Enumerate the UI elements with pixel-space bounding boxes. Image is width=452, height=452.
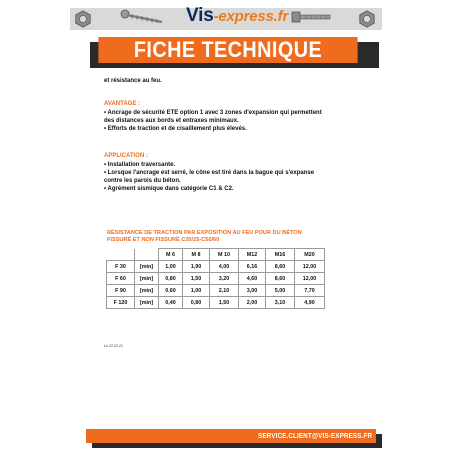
table-row [107,261,325,273]
avantage-line: • Efforts de traction et de cisaillement plus élevés. [104,126,247,132]
table-row [107,273,325,285]
table-row [107,297,325,309]
table-cell: 1,00 [183,285,210,297]
application-line: • Installation traversante. [104,162,176,168]
intro-line: et résistance au feu. [104,78,162,84]
hex-nut-icon [74,10,92,28]
table-cell: 6,16 [239,261,266,273]
footnote-date: Le 22.02.21 [104,344,123,348]
page-title: FICHE TECHNIQUE [98,37,357,63]
table-title [107,230,367,244]
row-label: F 30 [107,261,135,273]
table-cell: 1,90 [183,261,210,273]
table-cell: 2,00 [239,297,266,309]
table-cell: 0,80 [183,297,210,309]
footer-email-link[interactable]: SERVICE.CLIENT@VIS-EXPRESS.FR [258,431,373,440]
avantage-line: des distances aux bords et entraxes minimaux. [104,118,239,124]
bolt-icon [290,9,334,25]
column-header: M20 [295,249,325,261]
table-cell: 4,90 [295,297,325,309]
table-title-line: FISSURÉ ET NON FISSURÉ C20/25-C50/60 [107,237,220,243]
table-corner-cell [107,249,135,261]
column-header: M12 [239,249,266,261]
screw-icon [120,9,166,25]
table-cell: 1,50 [183,273,210,285]
column-header: M 8 [183,249,210,261]
table-cell: 2,10 [210,285,239,297]
table-header-row [107,249,325,261]
application-line: • Lorsque l'ancrage est serré, le cône est tiré dans la bague qui s'expanse [104,170,315,176]
column-header: M16 [266,249,295,261]
avantage-line: • Ancrage de sécurité ETE option 1 avec 3 zones d'expansion qui permettent [104,110,322,116]
row-unit: [min] [135,273,159,285]
fire-resistance-table [106,248,325,309]
table-cell: 1,50 [210,297,239,309]
column-header: M 10 [210,249,239,261]
table-cell: 8,60 [266,273,295,285]
row-unit: [min] [135,285,159,297]
table-cell: 3,10 [266,297,295,309]
row-label: F 120 [107,297,135,309]
table-cell: 4,60 [239,273,266,285]
table-corner-cell [135,249,159,261]
table-title-line: RÉSISTANCE DE TRACTION PAR EXPOSITION AU FEU POUR DU BÉTON [107,230,302,236]
table-cell: 12,00 [295,261,325,273]
avantage-heading: AVANTAGE : [104,101,140,107]
table-cell: 0,80 [159,273,183,285]
brand-logo: Vis-express.fr [186,5,289,26]
table-cell: 1,00 [159,261,183,273]
table-cell: 12,00 [295,273,325,285]
row-unit: [min] [135,297,159,309]
table-row [107,285,325,297]
table-cell: 0,40 [159,297,183,309]
table-cell: 5,00 [266,285,295,297]
table-cell: 0,60 [159,285,183,297]
application-line: • Agrément sismique dans catégorie C1 & C2. [104,186,234,192]
hex-nut-icon [358,10,376,28]
application-line: contre les parois du béton. [104,178,181,184]
row-label: F 60 [107,273,135,285]
row-label: F 90 [107,285,135,297]
table-cell: 7,70 [295,285,325,297]
row-unit: [min] [135,261,159,273]
table-cell: 3,20 [210,273,239,285]
table-cell: 3,00 [239,285,266,297]
application-heading: APPLICATION : [104,153,148,159]
table-cell: 8,60 [266,261,295,273]
table-cell: 4,00 [210,261,239,273]
column-header: M 6 [159,249,183,261]
